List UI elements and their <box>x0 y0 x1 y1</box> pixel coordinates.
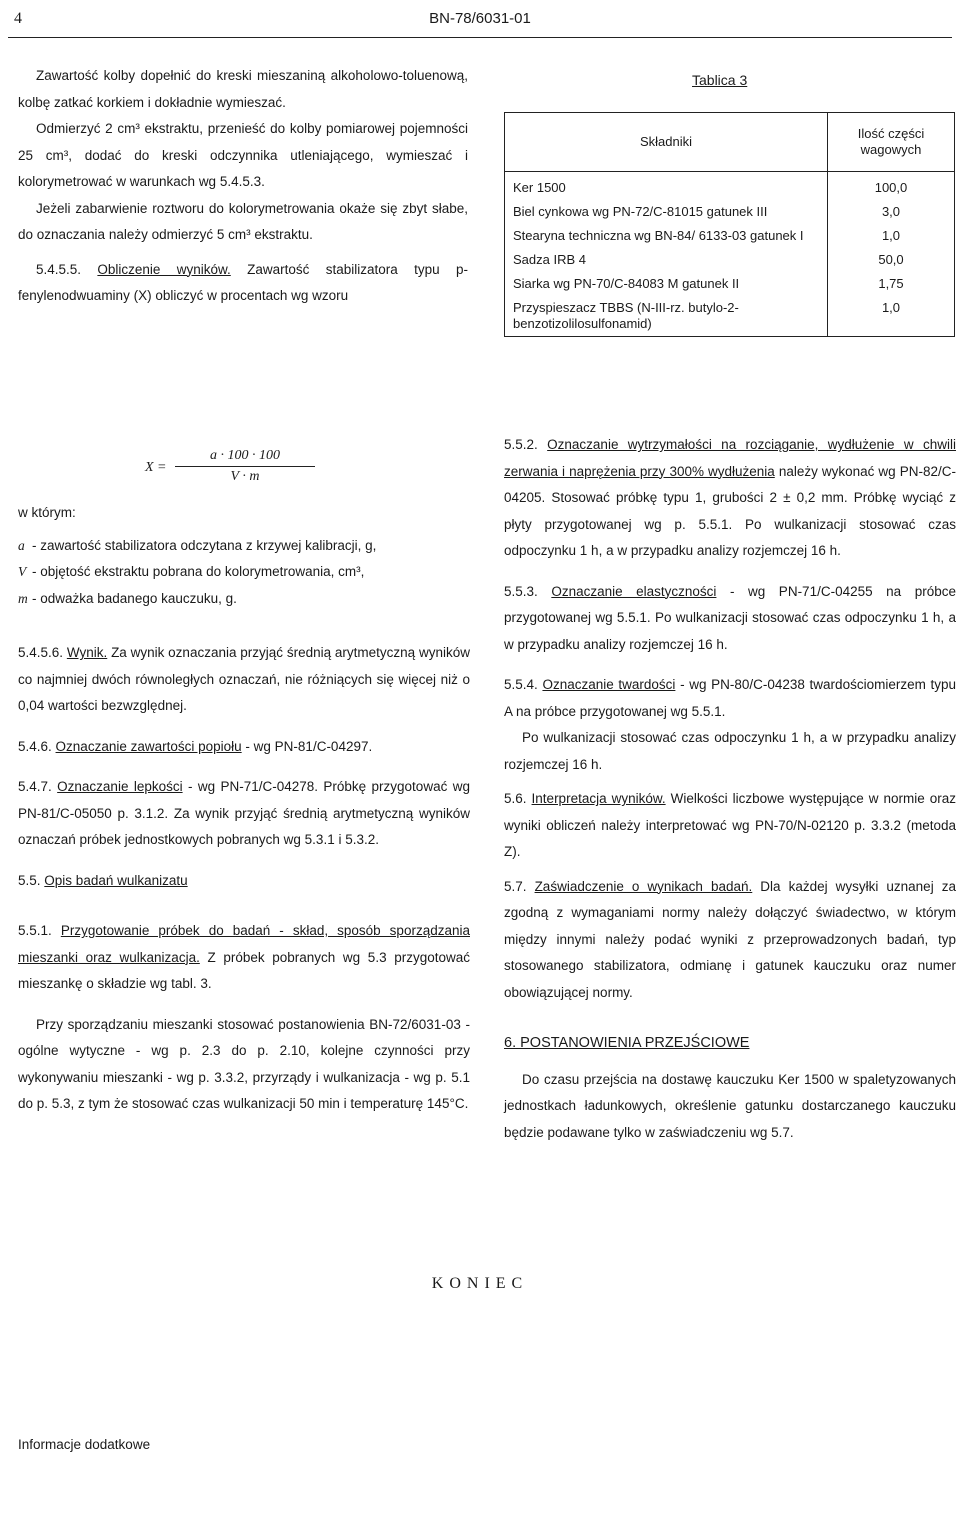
section-6-title <box>504 1030 956 1057</box>
page-number: 4 <box>14 10 22 27</box>
table-cell: Siarka wg PN-70/C-84083 M gatunek II <box>505 272 828 296</box>
section-title: Oznaczanie elastyczności <box>551 583 717 599</box>
section-text: Z próbek pobranych wg 5.3 przygotować mieszankę o składzie wg tabl. 3. <box>18 949 470 991</box>
formula-denominator: V · m <box>230 469 260 484</box>
column-header: Ilość części wagowych <box>828 113 955 172</box>
left-column-bottom <box>18 640 470 1118</box>
section-number: 5.5.2. <box>504 437 538 452</box>
section-title: Obliczenie wyników. <box>97 261 231 277</box>
section-5-5-4 <box>504 672 956 725</box>
section-title: Przygotowanie próbek do badań - skład, sposób sporządzania mieszanki oraz wulkanizacja. <box>18 923 470 965</box>
table-cell: 50,0 <box>828 248 955 272</box>
definition-item <box>18 586 470 613</box>
table-cell: 1,0 <box>828 296 955 337</box>
table-cell: Ker 1500 <box>505 172 828 201</box>
table-cell: 100,0 <box>828 172 955 201</box>
column-header: Składniki <box>505 113 828 172</box>
section-text: Za wynik oznaczania przyjąć średnią arytmetyczną wyników co najmniej dwóch równoległych oznaczań, nie różniących się więcej niż o 0,04 wartości bezwzględnej. <box>18 645 470 713</box>
page-header <box>0 10 960 38</box>
document-id: BN-78/6031-01 <box>429 10 531 27</box>
table-cell: Biel cynkowa wg PN-72/C-81015 gatunek III <box>505 200 828 224</box>
section-5-5-3 <box>504 579 956 659</box>
section-5-5-2 <box>504 432 956 565</box>
section-5-4-5-6 <box>18 640 470 720</box>
section-5-5 <box>18 868 470 895</box>
table-caption: Tablica 3 <box>692 72 748 88</box>
table-cell: Przyspieszacz TBBS (N-III-rz. butylo-2-benzotizolilosulfonamid) <box>505 296 828 337</box>
section-text: - wg PN-71/C-04255 na próbce przygotowanej wg 5.5.1. Po wulkanizacji stosować czas odpoczynku 1 h, a w przypadku analizy rozjemczej 16 h. <box>504 583 956 652</box>
formula-numerator: a · 100 · 100 <box>175 448 315 467</box>
definition-text: - odważka badanego kauczuku, g. <box>32 590 237 606</box>
section-number: 5.7. <box>504 878 527 894</box>
table-row <box>505 200 955 224</box>
section-title: Interpretacja wyników. <box>531 791 666 806</box>
section-text: - wg PN-81/C-04297. <box>245 738 373 754</box>
table-cell: Sadza IRB 4 <box>505 248 828 272</box>
definition-symbol: a <box>18 537 25 553</box>
definition-symbol: V <box>18 564 27 579</box>
section-number: 5.5.3. <box>504 583 538 599</box>
section-text: Dla każdej wysyłki uznanej za zgodną z wymaganiami normy należy dołączyć świadectwo, w którym między innymi należy podać wyniki z przeprowadzonych badań, typ stosowanego stabilizatora, odmianę i gatunek kauczuku oraz numer obowiązującej normy. <box>504 878 956 1000</box>
section-5-4-5-5 <box>18 257 468 310</box>
section-number: 5.5.1. <box>18 923 52 938</box>
table-3 <box>504 112 955 337</box>
additional-info: Informacje dodatkowe <box>18 1437 151 1452</box>
section-number: 5.5.4. <box>504 677 538 692</box>
definitions-intro: w którym: <box>18 505 76 520</box>
section-number: 5.4.5.6. <box>18 645 64 660</box>
section-number: 5.6. <box>504 791 527 806</box>
section-title: Oznaczanie zawartości popiołu <box>55 738 242 754</box>
table-cell: 3,0 <box>828 200 955 224</box>
end-mark: KONIEC <box>431 1275 529 1292</box>
table-cell: Stearyna techniczna wg BN-84/ 6133-03 gatunek I <box>505 224 828 248</box>
section-5-5-1 <box>18 918 470 998</box>
section-title: Zaświadczenie o wynikach badań. <box>534 878 753 894</box>
paragraph: Odmierzyć 2 cm³ ekstraktu, przenieść do kolby pomiarowej pojemności 25 cm³, dodać do kreski odczynnika utleniającego, wymieszać i kolorymetrować w warunkach wg 5.4.5.3. <box>18 121 468 189</box>
definition-text: - zawartość stabilizatora odczytana z krzywej kalibracji, g, <box>32 537 377 553</box>
table-cell: 1,75 <box>828 272 955 296</box>
section-number: 5.4.7. <box>18 779 52 794</box>
table-header-row <box>505 113 955 172</box>
definition-text: - objętość ekstraktu pobrana do kolorymetrowania, cm³, <box>32 564 365 579</box>
table-row <box>505 224 955 248</box>
right-column-bottom <box>504 432 956 1146</box>
table-row <box>505 172 955 201</box>
table-row <box>505 296 955 337</box>
paragraph: Przy sporządzaniu mieszanki stosować postanowienia BN-72/6031-03 - ogólne wytyczne - wg p. 2.3 do p. 2.10, kolejne czynności przy wykonywaniu mieszanki - wg p. 3.3.2, przyrządy i wulkanizacja - wg p. 5.1 do p. 5.3, z tym że stosować czas wulkanizacji 50 min i temperaturę 145°C. <box>18 1016 470 1111</box>
section-5-4-6 <box>18 734 470 761</box>
formula-fraction <box>175 448 315 485</box>
definition-item <box>18 559 470 586</box>
section-text: Wielkości liczbowe występujące w normie oraz wyniki obliczeń należy interpretować wg PN-70/N-02120 p. 3.3.2 (metoda Z). <box>504 791 956 859</box>
section-text: Zawartość stabilizatora typu p-fenylenodwuaminy (X) obliczyć w procentach wg wzoru <box>18 261 468 303</box>
left-column-top <box>18 63 468 310</box>
definitions <box>18 500 470 612</box>
section-title: Opis badań wulkanizatu <box>44 872 188 888</box>
table-row <box>505 248 955 272</box>
section-number: 5.4.6. <box>18 738 52 754</box>
definition-symbol: m <box>18 590 28 606</box>
section-title: Oznaczanie twardości <box>542 677 676 692</box>
table-cell: 1,0 <box>828 224 955 248</box>
paragraph: Jeżeli zabarwienie roztworu do kolorymetrowania okaże się zbyt słabe, do oznaczania należy odmierzyć 5 cm³ ekstraktu. <box>18 200 468 242</box>
section-text: - wg PN-71/C-04278. Próbkę przygotować wg PN-81/C-05050 p. 3.1.2. Za wynik przyjąć średnią arytmetyczną wyników oznaczań próbek jednostkowych pobranych wg 5.3.1 i 5.3.2. <box>18 779 470 847</box>
definition-item <box>18 533 470 560</box>
section-5-6 <box>504 786 956 866</box>
section-5-7 <box>504 874 956 1007</box>
section-5-4-7 <box>18 774 470 854</box>
header-rule <box>8 37 952 38</box>
section-title: Oznaczanie lepkości <box>57 779 183 794</box>
paragraph: Zawartość kolby dopełnić do kreski mieszaniną alkoholowo-toluenową, kolbę zatkać korkiem i dokładnie wymieszać. <box>18 68 468 110</box>
section-number: 5.5. <box>18 872 41 888</box>
paragraph: Do czasu przejścia na dostawę kauczuku Ker 1500 w spaletyzowanych jednostkach ładunkowych, określenie gatunku dostarczanego kauczuku będzie podawane tylko w zaświadczeniu wg 5.7. <box>504 1071 956 1140</box>
section-number: 5.4.5.5. <box>36 261 82 277</box>
section-text: - wg PN-80/C-04238 twardościomierzem typu A na próbce przygotowanej wg 5.5.1. <box>504 677 956 719</box>
section-title: 6. POSTANOWIENIA PRZEJŚCIOWE <box>504 1035 750 1051</box>
section-title: Oznaczanie wytrzymałości na rozciąganie, wydłużenie w chwili zerwania i naprężenia przy 300% wydłużenia <box>504 437 956 479</box>
section-title: Wynik. <box>66 645 108 660</box>
table-row <box>505 272 955 296</box>
section-text: należy wykonać wg PN-82/C-04205. Stosować próbkę typu 1, grubości 2 ± 0,2 mm. Próbkę wyciąć z płyty przygotowanej wg p. 5.5.1. Po wulkanizacji stosować czas odpoczynku 1 h, a w przypadku analizy rozjemczej 16 h. <box>504 463 956 558</box>
paragraph: Po wulkanizacji stosować czas odpoczynku 1 h, a w przypadku analizy rozjemczej 16 h. <box>504 730 956 772</box>
formula-lhs: X = <box>145 460 167 475</box>
